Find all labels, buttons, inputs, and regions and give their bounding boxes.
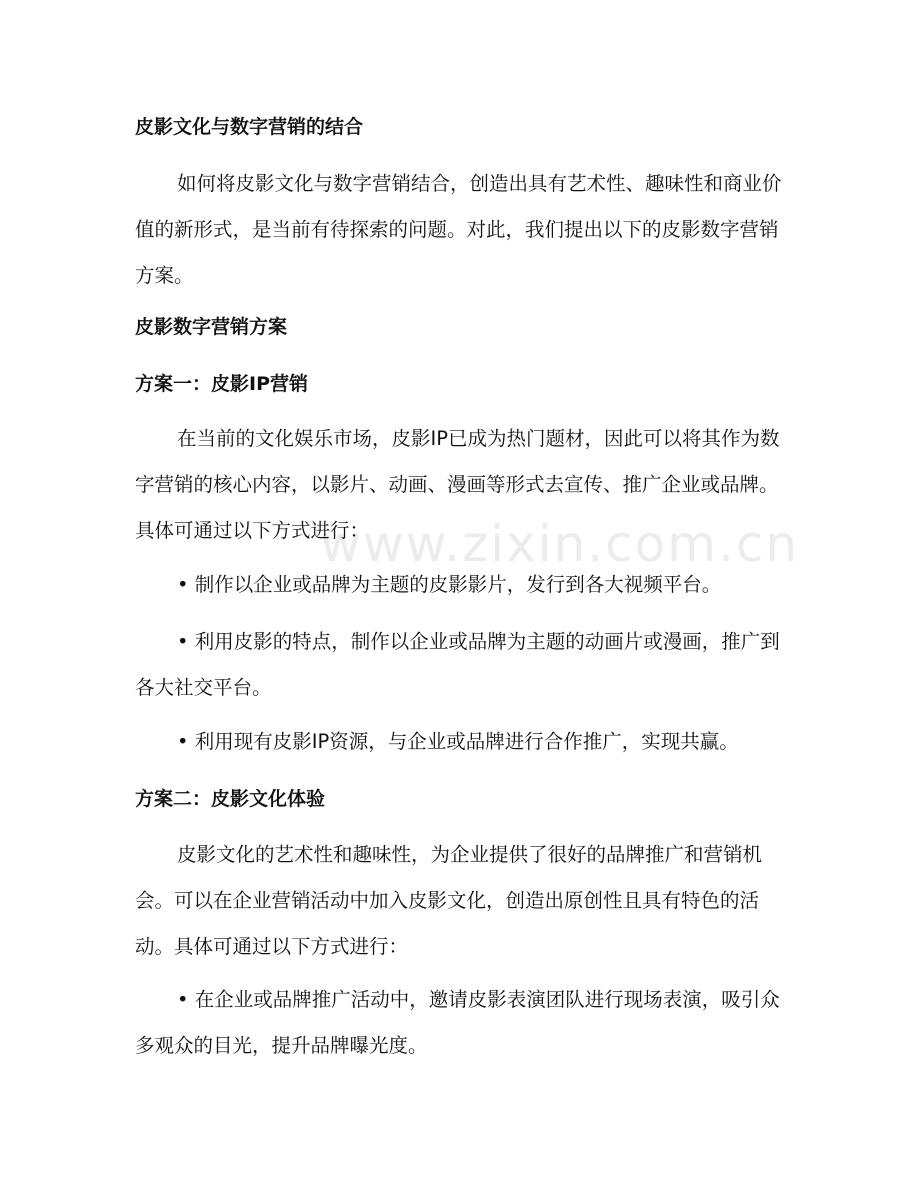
watermark: www.zixin.com.cn xyxy=(320,515,800,573)
plan1-bullet-2: • 利用皮影的特点，制作以企业或品牌为主题的动画片或漫画，推广到各大社交平台。 xyxy=(135,630,780,699)
section-heading: 皮影数字营销方案 xyxy=(135,316,288,338)
plan1-heading: 方案一：皮影IP营销 xyxy=(135,373,308,395)
plan1-bullet-3: • 利用现有皮影IP资源，与企业或品牌进行合作推广，实现共赢。 xyxy=(177,730,739,753)
plan1-body: 在当前的文化娱乐市场，皮影IP已成为热门题材，因此可以将其作为数字营销的核心内容，以影片、动画、漫画等形式去宣传、推广企业或品牌。具体可通过以下方式进行： xyxy=(135,427,780,542)
doc-title: 皮影文化与数字营销的结合 xyxy=(135,116,364,138)
plan2-heading: 方案二：皮影文化体验 xyxy=(135,788,326,810)
plan2-body: 皮影文化的艺术性和趣味性，为企业提供了很好的品牌推广和营销机会。可以在企业营销活动中加入皮影文化，创造出原创性且具有特色的活动。具体可通过以下方式进行： xyxy=(135,843,763,958)
plan1-bullet-1: • 制作以企业或品牌为主题的皮影影片，发行到各大视频平台。 xyxy=(177,573,722,596)
plan2-bullet-1: • 在企业或品牌推广活动中，邀请皮影表演团队进行现场表演，吸引众多观众的目光，提升品牌曝光度。 xyxy=(135,988,780,1057)
intro-paragraph: 如何将皮影文化与数字营销结合，创造出具有艺术性、趣味性和商业价值的新形式，是当前有待探索的问题。对此，我们提出以下的皮影数字营销方案。 xyxy=(135,172,782,287)
